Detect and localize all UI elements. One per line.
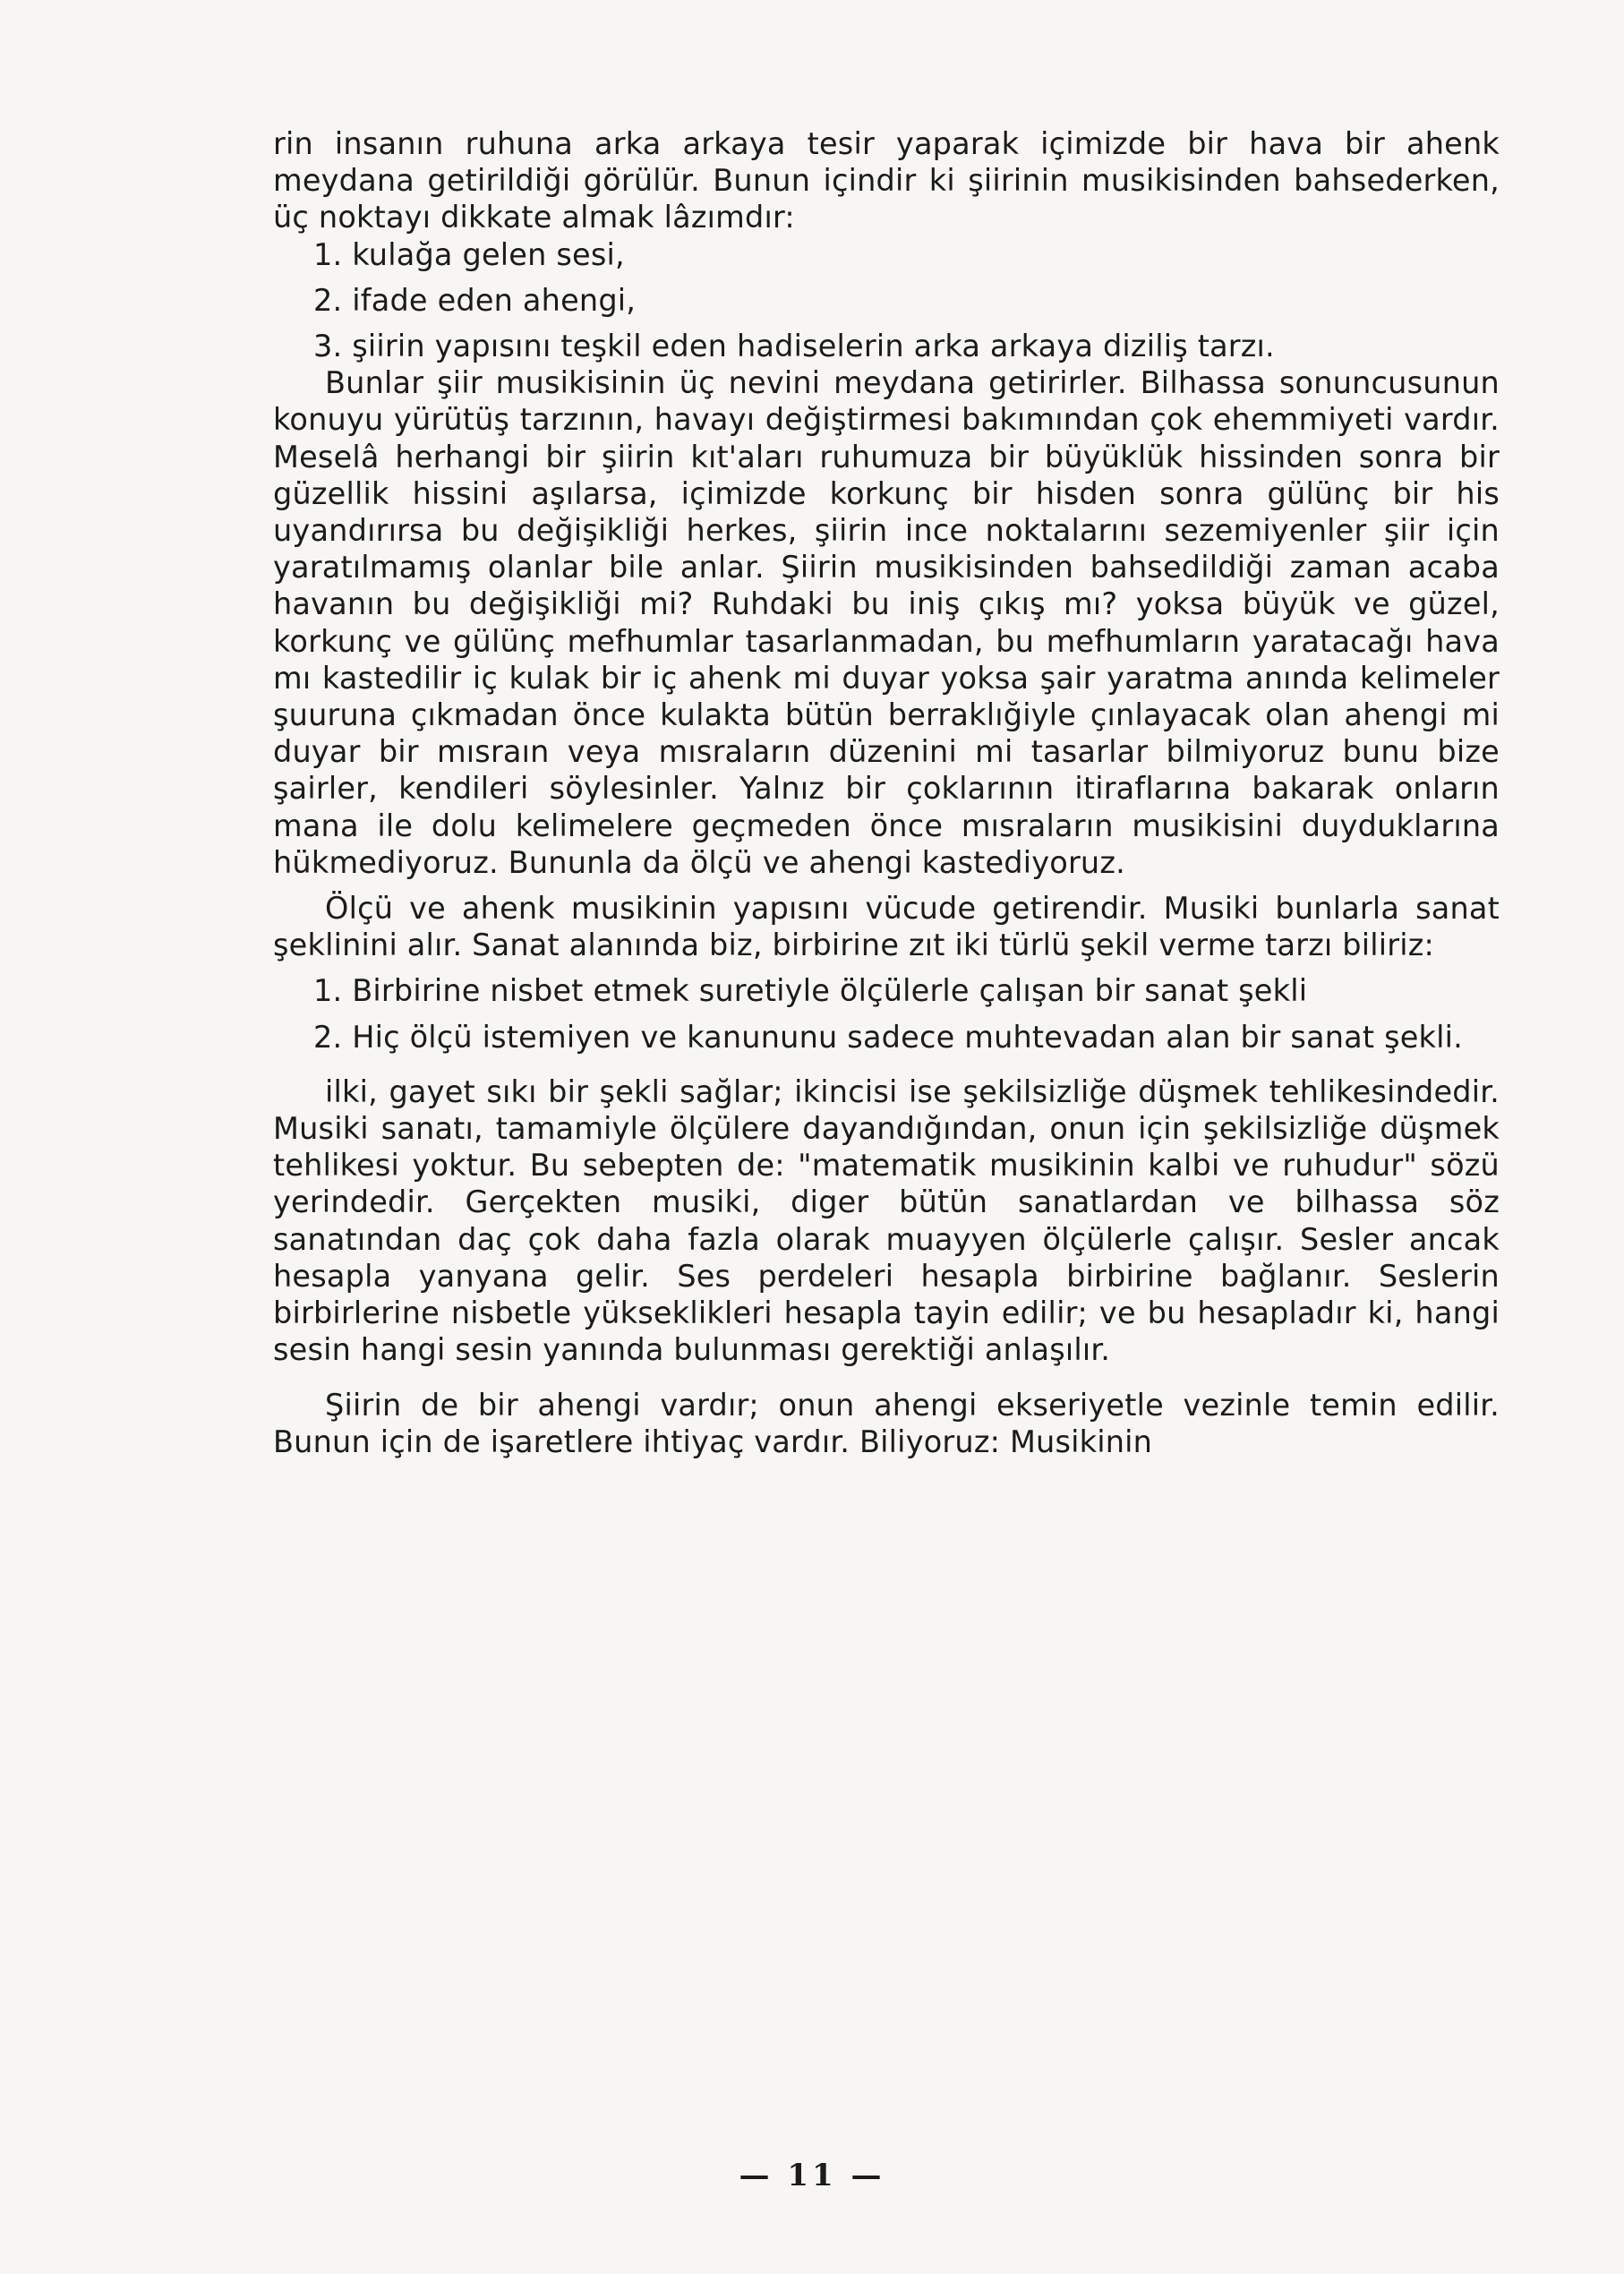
paragraph-poem-harmony: Şiirin de bir ahengi vardır; onun ahengi ekseriyetle vezinle temin edilir. Bunun için de işaretlere ihtiyaç vardır. Biliyoruz: Musikinin xyxy=(273,1387,1500,1459)
paragraph-first-form: ilki, gayet sıkı bir şekli sağlar; ikincisi ise şekilsizliğe düşmek tehlikesindedir. Musiki sanatı, tamamiyle ölçülere dayandığından, onun için şekilsizliğe düşmek tehlikesi yoktur. Bu sebepten de: "matematik musikinin kalbi ve ruhudur" sözü yerindedir. Gerçekten musiki, diger bütün sanatlardan ve bilhassa söz sanatından daç çok daha fazla olarak muayyen ölçülerle çalışır. Sesler ancak hesapla yanyana gelir. Ses perdeleri hesapla birbirine bağlanır. Seslerin birbirlerine nisbetle yükseklikleri hesapla tayin edilir; ve bu hesapladır ki, hangi sesin hangi sesin yanında bulunması gerektiği anlaşılır. xyxy=(273,1073,1500,1368)
list-item-3: 3. şiirin yapısını teşkil eden hadiselerin arka arkaya diziliş tarzı. xyxy=(313,329,1275,364)
body-text xyxy=(273,125,1500,1460)
list-item-art-1: 1. Birbirine nisbet etmek suretiyle ölçülerle çalışan bir sanat şekli xyxy=(313,973,1308,1009)
paragraph-music-types: Bunlar şiir musikisinin üç nevini meydana getirirler. Bilhassa sonuncusunun konuyu yürütüş tarzının, havayı değiştirmesi bakımından çok ehemmiyeti vardır. Meselâ herhangi bir şiirin kıt'aları ruhumuza bir büyüklük hissinden sonra bir güzellik hissini aşılarsa, içimizde korkunç bir hisden sonra gülünç bir his uyandırırsa bu değişikliği herkes, şiirin ince noktalarını sezemiyenler şiir için yaratılmamış olanlar bile anlar. Şiirin musikisinden bahsedildiği zaman acaba havanın bu değişikliği mi? Ruhdaki bu iniş çıkış mı? yoksa büyük ve güzel, korkunç ve gülünç mefhumlar tasarlanmadan, bu mefhumların yaratacağı hava mı kastedilir iç kulak bir iç ahenk mi duyar yoksa şair yaratma anında kelimeler şuuruna çıkmadan önce kulakta bütün berraklığiyle çınlayacak olan ahengi mi duyar bir mısraın veya mısraların düzenini mi tasarlar bilmiyoruz bunu bize şairler, kendileri söylesinler. Yalnız bir çoklarının itiraflarına bakarak onların mana ile dolu kelimelere geçmeden önce mısraların musikisini duyduklarına hükmediyoruz. Bununla da ölçü ve ahengi kastediyoruz. xyxy=(273,365,1500,880)
paragraph-intro: rin insanın ruhuna arka arkaya tesir yaparak içimizde bir hava bir ahenk meydana getirildiği görülür. Bunun içindir ki şiirinin musikisinden bahsederken, üç noktayı dikkate almak lâzımdır: xyxy=(273,126,1500,235)
list-item-art-2: 2. Hiç ölçü istemiyen ve kanununu sadece muhtevadan alan bir sanat şekli. xyxy=(313,1019,1464,1055)
page-number: — 11 — xyxy=(739,2158,885,2193)
list-item-2: 2. ifade eden ahengi, xyxy=(313,282,637,318)
paragraph-measure-harmony: Ölçü ve ahenk musikinin yapısını vücude getirendir. Musiki bunlarla sanat şeklinini alır. Sanat alanında biz, birbirine zıt iki türlü şekil verme tarzı biliriz: xyxy=(273,891,1500,963)
list-item-1: 1. kulağa gelen sesi, xyxy=(313,236,625,272)
